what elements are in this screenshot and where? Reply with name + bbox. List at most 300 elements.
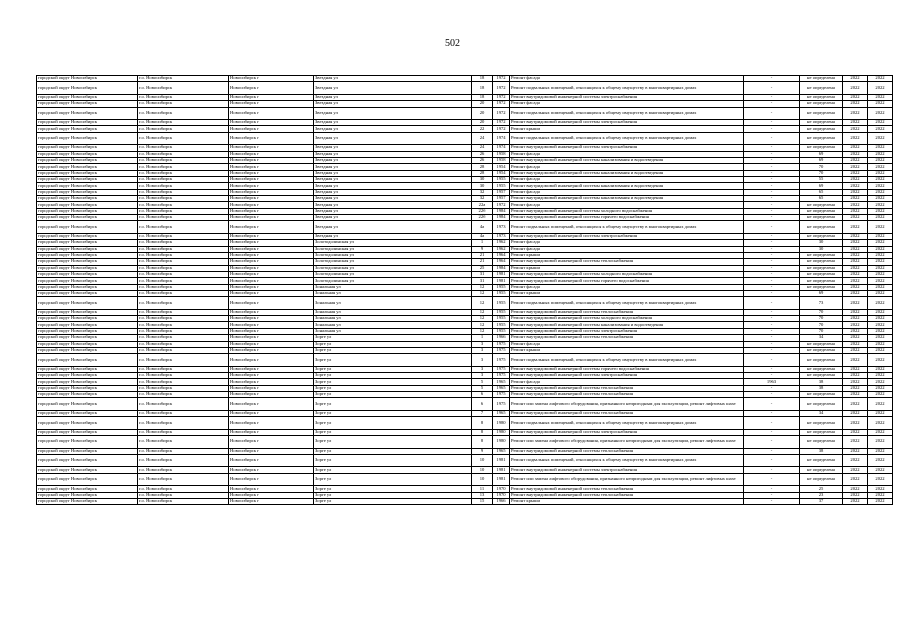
end-year-cell: 2022 bbox=[868, 366, 893, 372]
work-type-cell: Ремонт подвальных помещений, относящихся к общему имуществу в многоквартирных домах bbox=[510, 454, 744, 467]
street-cell: Зорге ул bbox=[314, 417, 472, 430]
settlement-cell: г.о. Новосибирск bbox=[138, 145, 229, 151]
house-number-cell: 7 bbox=[472, 410, 493, 416]
start-year-cell: 2022 bbox=[843, 76, 868, 82]
settlement-cell: г.о. Новосибирск bbox=[138, 278, 229, 284]
street-cell: Звездная ул bbox=[314, 221, 472, 234]
municipality-cell: городской округ Новосибирск bbox=[37, 454, 138, 467]
start-year-cell: 2022 bbox=[843, 101, 868, 107]
house-number-cell: 30 bbox=[472, 183, 493, 189]
municipality-cell: городской округ Новосибирск bbox=[37, 120, 138, 126]
street-cell: Зональная ул bbox=[314, 328, 472, 334]
municipality-cell: городской округ Новосибирск bbox=[37, 486, 138, 492]
municipality-cell: городской округ Новосибирск bbox=[37, 410, 138, 416]
area-cell: - bbox=[744, 341, 800, 347]
area-cell: - bbox=[744, 157, 800, 163]
start-year-cell: 2022 bbox=[843, 341, 868, 347]
street-cell: Зональная ул bbox=[314, 297, 472, 310]
locality-cell: Новосибирск г bbox=[229, 498, 314, 504]
municipality-cell: городской округ Новосибирск bbox=[37, 429, 138, 435]
municipality-cell: городской округ Новосибирск bbox=[37, 498, 138, 504]
locality-cell: Новосибирск г bbox=[229, 297, 314, 310]
house-number-cell: 4а bbox=[472, 233, 493, 239]
end-year-cell: 2022 bbox=[868, 101, 893, 107]
settlement-cell: г.о. Новосибирск bbox=[138, 176, 229, 182]
settlement-cell: г.о. Новосибирск bbox=[138, 347, 229, 353]
area-cell: - bbox=[744, 486, 800, 492]
house-number-cell: 20 bbox=[472, 120, 493, 126]
house-number-cell: 12 bbox=[472, 316, 493, 322]
area-cell: - bbox=[744, 392, 800, 398]
locality-cell: Новосибирск г bbox=[229, 94, 314, 100]
build-year-cell: 1970 bbox=[493, 492, 510, 498]
end-year-cell: 2022 bbox=[868, 322, 893, 328]
cost-cell: 70 bbox=[800, 316, 843, 322]
build-year-cell: 1975 bbox=[493, 398, 510, 411]
end-year-cell: 2022 bbox=[868, 467, 893, 473]
table-row bbox=[37, 436, 893, 449]
build-year-cell: 1972 bbox=[493, 120, 510, 126]
end-year-cell: 2022 bbox=[868, 151, 893, 157]
locality-cell: Новосибирск г bbox=[229, 385, 314, 391]
build-year-cell: 1981 bbox=[493, 271, 510, 277]
locality-cell: Новосибирск г bbox=[229, 492, 314, 498]
house-number-cell: 26 bbox=[472, 157, 493, 163]
work-type-cell: Ремонт внутридомовой инженерной системы теплоснабжения bbox=[510, 448, 744, 454]
municipality-cell: городской округ Новосибирск bbox=[37, 392, 138, 398]
locality-cell: Новосибирск г bbox=[229, 157, 314, 163]
start-year-cell: 2022 bbox=[843, 240, 868, 246]
area-cell: - bbox=[744, 233, 800, 239]
start-year-cell: 2022 bbox=[843, 252, 868, 258]
start-year-cell: 2022 bbox=[843, 183, 868, 189]
locality-cell: Новосибирск г bbox=[229, 341, 314, 347]
work-type-cell: Ремонт внутридомовой инженерной системы электроснабжения bbox=[510, 373, 744, 379]
street-cell: Звездная ул bbox=[314, 202, 472, 208]
start-year-cell: 2022 bbox=[843, 126, 868, 132]
start-year-cell: 2022 bbox=[843, 429, 868, 435]
table-row bbox=[37, 454, 893, 467]
area-cell: - bbox=[744, 328, 800, 334]
locality-cell: Новосибирск г bbox=[229, 486, 314, 492]
house-number-cell: 12 bbox=[472, 322, 493, 328]
house-number-cell: 21 bbox=[472, 259, 493, 265]
municipality-cell: городской округ Новосибирск bbox=[37, 151, 138, 157]
street-cell: Звездная ул bbox=[314, 233, 472, 239]
settlement-cell: г.о. Новосибирск bbox=[138, 328, 229, 334]
street-cell: Звездная ул bbox=[314, 157, 472, 163]
house-number-cell: 12 bbox=[472, 284, 493, 290]
end-year-cell: 2022 bbox=[868, 132, 893, 145]
area-cell: - bbox=[744, 202, 800, 208]
cost-cell: 70 bbox=[800, 164, 843, 170]
street-cell: Звездная ул bbox=[314, 94, 472, 100]
build-year-cell: 1954 bbox=[493, 164, 510, 170]
end-year-cell: 2022 bbox=[868, 189, 893, 195]
work-type-cell: Ремонт фасада bbox=[510, 240, 744, 246]
municipality-cell: городской округ Новосибирск bbox=[37, 202, 138, 208]
settlement-cell: г.о. Новосибирск bbox=[138, 316, 229, 322]
start-year-cell: 2022 bbox=[843, 316, 868, 322]
area-cell: - bbox=[744, 120, 800, 126]
locality-cell: Новосибирск г bbox=[229, 252, 314, 258]
cost-cell: не определена bbox=[800, 467, 843, 473]
end-year-cell: 2022 bbox=[868, 278, 893, 284]
area-cell: - bbox=[744, 271, 800, 277]
work-type-cell: Ремонт внутридомовой инженерной системы канализования и водоотведения bbox=[510, 157, 744, 163]
page-number: 502 bbox=[445, 38, 460, 49]
table-row bbox=[37, 398, 893, 411]
build-year-cell: 1972 bbox=[493, 107, 510, 120]
street-cell: Зорге ул bbox=[314, 448, 472, 454]
locality-cell: Новосибирск г bbox=[229, 195, 314, 201]
work-type-cell: Ремонт внутридомовой инженерной системы электроснабжения bbox=[510, 467, 744, 473]
build-year-cell: 1955 bbox=[493, 284, 510, 290]
area-cell: - bbox=[744, 429, 800, 435]
work-type-cell: Ремонт внутридомовой инженерной системы канализования и водоотведения bbox=[510, 183, 744, 189]
start-year-cell: 2022 bbox=[843, 322, 868, 328]
build-year-cell: 1955 bbox=[493, 322, 510, 328]
municipality-cell: городской округ Новосибирск bbox=[37, 189, 138, 195]
house-number-cell: 12 bbox=[472, 309, 493, 315]
street-cell: Зорге ул bbox=[314, 366, 472, 372]
cost-cell: не определена bbox=[800, 278, 843, 284]
cost-cell: не определена bbox=[800, 284, 843, 290]
build-year-cell: 1957 bbox=[493, 195, 510, 201]
work-type-cell: Ремонт крыши bbox=[510, 347, 744, 353]
end-year-cell: 2022 bbox=[868, 221, 893, 234]
work-type-cell: Ремонт внутридомовой инженерной системы теплоснабжения bbox=[510, 392, 744, 398]
work-type-cell: Ремонт подвальных помещений, относящихся к общему имуществу в многоквартирных домах bbox=[510, 417, 744, 430]
area-cell: - bbox=[744, 246, 800, 252]
area-cell: - bbox=[744, 176, 800, 182]
build-year-cell: 1981 bbox=[493, 473, 510, 486]
end-year-cell: 2022 bbox=[868, 157, 893, 163]
build-year-cell: 1984 bbox=[493, 215, 510, 221]
cost-cell: не определена bbox=[800, 132, 843, 145]
house-number-cell: 11 bbox=[472, 486, 493, 492]
house-number-cell: 31 bbox=[472, 278, 493, 284]
locality-cell: Новосибирск г bbox=[229, 354, 314, 367]
municipality-cell: городской округ Новосибирск bbox=[37, 259, 138, 265]
end-year-cell: 2022 bbox=[868, 392, 893, 398]
locality-cell: Новосибирск г bbox=[229, 132, 314, 145]
street-cell: Звездная ул bbox=[314, 170, 472, 176]
house-number-cell: 18 bbox=[472, 76, 493, 82]
municipality-cell: городской округ Новосибирск bbox=[37, 347, 138, 353]
end-year-cell: 2022 bbox=[868, 410, 893, 416]
end-year-cell: 2022 bbox=[868, 347, 893, 353]
build-year-cell: 1955 bbox=[493, 297, 510, 310]
table-row bbox=[37, 498, 893, 504]
area-cell: - bbox=[744, 183, 800, 189]
locality-cell: Новосибирск г bbox=[229, 278, 314, 284]
build-year-cell: 1972 bbox=[493, 101, 510, 107]
end-year-cell: 2022 bbox=[868, 208, 893, 214]
end-year-cell: 2022 bbox=[868, 252, 893, 258]
street-cell: Золотодолинская ул bbox=[314, 252, 472, 258]
house-number-cell: 28 bbox=[472, 164, 493, 170]
start-year-cell: 2022 bbox=[843, 385, 868, 391]
area-cell: - bbox=[744, 297, 800, 310]
build-year-cell: 1962 bbox=[493, 246, 510, 252]
area-cell: - bbox=[744, 132, 800, 145]
municipality-cell: городской округ Новосибирск bbox=[37, 297, 138, 310]
start-year-cell: 2022 bbox=[843, 120, 868, 126]
house-number-cell: 10 bbox=[472, 467, 493, 473]
work-type-cell: Ремонт подвальных помещений, относящихся к общему имуществу в многоквартирных домах bbox=[510, 107, 744, 120]
settlement-cell: г.о. Новосибирск bbox=[138, 322, 229, 328]
settlement-cell: г.о. Новосибирск bbox=[138, 157, 229, 163]
municipality-cell: городской округ Новосибирск bbox=[37, 195, 138, 201]
street-cell: Зональная ул bbox=[314, 316, 472, 322]
start-year-cell: 2022 bbox=[843, 271, 868, 277]
work-type-cell: Ремонт фасада bbox=[510, 341, 744, 347]
municipality-cell: городской округ Новосибирск bbox=[37, 252, 138, 258]
cost-cell: 30 bbox=[800, 240, 843, 246]
house-number-cell: 22б bbox=[472, 215, 493, 221]
cost-cell: 70 bbox=[800, 322, 843, 328]
settlement-cell: г.о. Новосибирск bbox=[138, 101, 229, 107]
house-number-cell: 10 bbox=[472, 473, 493, 486]
settlement-cell: г.о. Новосибирск bbox=[138, 265, 229, 271]
end-year-cell: 2022 bbox=[868, 398, 893, 411]
area-cell: - bbox=[744, 309, 800, 315]
street-cell: Звездная ул bbox=[314, 189, 472, 195]
start-year-cell: 2022 bbox=[843, 448, 868, 454]
end-year-cell: 2022 bbox=[868, 335, 893, 341]
end-year-cell: 2022 bbox=[868, 271, 893, 277]
cost-cell: 70 bbox=[800, 328, 843, 334]
start-year-cell: 2022 bbox=[843, 284, 868, 290]
end-year-cell: 2022 bbox=[868, 284, 893, 290]
house-number-cell: 3 bbox=[472, 347, 493, 353]
end-year-cell: 2022 bbox=[868, 309, 893, 315]
work-type-cell: Ремонт внутридомовой инженерной системы теплоснабжения bbox=[510, 486, 744, 492]
build-year-cell: 1984 bbox=[493, 265, 510, 271]
street-cell: Зорге ул bbox=[314, 492, 472, 498]
street-cell: Зональная ул bbox=[314, 322, 472, 328]
municipality-cell: городской округ Новосибирск bbox=[37, 157, 138, 163]
build-year-cell: 1955 bbox=[493, 316, 510, 322]
build-year-cell: 1973 bbox=[493, 221, 510, 234]
work-type-cell: Ремонт или замена лифтового оборудования, признанного непригодным для эксплуатации, ремонт лифтовых шахт bbox=[510, 436, 744, 449]
end-year-cell: 2022 bbox=[868, 145, 893, 151]
locality-cell: Новосибирск г bbox=[229, 107, 314, 120]
street-cell: Зорге ул bbox=[314, 398, 472, 411]
build-year-cell: 1955 bbox=[493, 183, 510, 189]
work-type-cell: Ремонт внутридомовой инженерной системы теплоснабжения bbox=[510, 492, 744, 498]
municipality-cell: городской округ Новосибирск bbox=[37, 290, 138, 296]
start-year-cell: 2022 bbox=[843, 246, 868, 252]
street-cell: Золотодолинская ул bbox=[314, 278, 472, 284]
area-cell: - bbox=[744, 385, 800, 391]
build-year-cell: 1957 bbox=[493, 189, 510, 195]
cost-cell: не определена bbox=[800, 120, 843, 126]
municipality-cell: городской округ Новосибирск bbox=[37, 417, 138, 430]
cost-cell: 65 bbox=[800, 195, 843, 201]
locality-cell: Новосибирск г bbox=[229, 379, 314, 385]
area-cell: - bbox=[744, 354, 800, 367]
build-year-cell: 1981 bbox=[493, 278, 510, 284]
end-year-cell: 2022 bbox=[868, 170, 893, 176]
settlement-cell: г.о. Новосибирск bbox=[138, 366, 229, 372]
settlement-cell: г.о. Новосибирск bbox=[138, 284, 229, 290]
cost-cell: не определена bbox=[800, 215, 843, 221]
settlement-cell: г.о. Новосибирск bbox=[138, 189, 229, 195]
start-year-cell: 2022 bbox=[843, 233, 868, 239]
settlement-cell: г.о. Новосибирск bbox=[138, 492, 229, 498]
locality-cell: Новосибирск г bbox=[229, 347, 314, 353]
end-year-cell: 2022 bbox=[868, 454, 893, 467]
work-type-cell: Ремонт внутридомовой инженерной системы теплоснабжения bbox=[510, 385, 744, 391]
municipality-cell: городской округ Новосибирск bbox=[37, 448, 138, 454]
street-cell: Звездная ул bbox=[314, 208, 472, 214]
start-year-cell: 2022 bbox=[843, 189, 868, 195]
area-cell: - bbox=[744, 265, 800, 271]
area-cell: - bbox=[744, 82, 800, 95]
area-cell: - bbox=[744, 94, 800, 100]
start-year-cell: 2022 bbox=[843, 202, 868, 208]
end-year-cell: 2022 bbox=[868, 385, 893, 391]
cost-cell: не определена bbox=[800, 347, 843, 353]
work-type-cell: Ремонт внутридомовой инженерной системы холодного водоснабжения bbox=[510, 271, 744, 277]
street-cell: Золотодолинская ул bbox=[314, 265, 472, 271]
end-year-cell: 2022 bbox=[868, 164, 893, 170]
area-cell: - bbox=[744, 467, 800, 473]
municipality-cell: городской округ Новосибирск bbox=[37, 385, 138, 391]
work-type-cell: Ремонт крыши bbox=[510, 290, 744, 296]
settlement-cell: г.о. Новосибирск bbox=[138, 341, 229, 347]
end-year-cell: 2022 bbox=[868, 297, 893, 310]
cost-cell: не определена bbox=[800, 259, 843, 265]
area-cell: - bbox=[744, 410, 800, 416]
work-type-cell: Ремонт внутридомовой инженерной системы горячего водоснабжения bbox=[510, 215, 744, 221]
start-year-cell: 2022 bbox=[843, 215, 868, 221]
settlement-cell: г.о. Новосибирск bbox=[138, 195, 229, 201]
settlement-cell: г.о. Новосибирск bbox=[138, 82, 229, 95]
street-cell: Зорге ул bbox=[314, 486, 472, 492]
settlement-cell: г.о. Новосибирск bbox=[138, 107, 229, 120]
start-year-cell: 2022 bbox=[843, 170, 868, 176]
street-cell: Звездная ул bbox=[314, 82, 472, 95]
end-year-cell: 2022 bbox=[868, 341, 893, 347]
municipality-cell: городской округ Новосибирск bbox=[37, 492, 138, 498]
cost-cell: 25 bbox=[800, 486, 843, 492]
cost-cell: 69 bbox=[800, 290, 843, 296]
start-year-cell: 2022 bbox=[843, 151, 868, 157]
locality-cell: Новосибирск г bbox=[229, 215, 314, 221]
settlement-cell: г.о. Новосибирск bbox=[138, 246, 229, 252]
build-year-cell: 1972 bbox=[493, 126, 510, 132]
start-year-cell: 2022 bbox=[843, 297, 868, 310]
cost-cell: не определена bbox=[800, 341, 843, 347]
work-type-cell: Ремонт внутридомовой инженерной системы холодного водоснабжения bbox=[510, 316, 744, 322]
locality-cell: Новосибирск г bbox=[229, 373, 314, 379]
work-type-cell: Ремонт фасада bbox=[510, 379, 744, 385]
cost-cell: не определена bbox=[800, 145, 843, 151]
municipality-cell: городской округ Новосибирск bbox=[37, 94, 138, 100]
end-year-cell: 2022 bbox=[868, 126, 893, 132]
locality-cell: Новосибирск г bbox=[229, 284, 314, 290]
area-cell: - bbox=[744, 498, 800, 504]
end-year-cell: 2022 bbox=[868, 429, 893, 435]
start-year-cell: 2022 bbox=[843, 467, 868, 473]
build-year-cell: 1955 bbox=[493, 328, 510, 334]
end-year-cell: 2022 bbox=[868, 195, 893, 201]
end-year-cell: 2022 bbox=[868, 76, 893, 82]
municipality-cell: городской округ Новосибирск bbox=[37, 107, 138, 120]
work-type-cell: Ремонт подвальных помещений, относящихся к общему имуществу в многоквартирных домах bbox=[510, 221, 744, 234]
start-year-cell: 2022 bbox=[843, 107, 868, 120]
cost-cell: 23 bbox=[800, 492, 843, 498]
area-cell: - bbox=[744, 492, 800, 498]
house-number-cell: 3 bbox=[472, 354, 493, 367]
house-number-cell: 15 bbox=[472, 498, 493, 504]
house-number-cell: 8 bbox=[472, 429, 493, 435]
street-cell: Зорге ул bbox=[314, 385, 472, 391]
street-cell: Звездная ул bbox=[314, 120, 472, 126]
municipality-cell: городской округ Новосибирск bbox=[37, 316, 138, 322]
table-row bbox=[37, 82, 893, 95]
street-cell: Зорге ул bbox=[314, 473, 472, 486]
house-number-cell: 30 bbox=[472, 176, 493, 182]
end-year-cell: 2022 bbox=[868, 82, 893, 95]
build-year-cell: 1958 bbox=[493, 151, 510, 157]
area-cell: - bbox=[744, 252, 800, 258]
house-number-cell: 21 bbox=[472, 252, 493, 258]
build-year-cell: 1980 bbox=[493, 417, 510, 430]
area-cell: - bbox=[744, 126, 800, 132]
locality-cell: Новосибирск г bbox=[229, 448, 314, 454]
cost-cell: не определена bbox=[800, 354, 843, 367]
settlement-cell: г.о. Новосибирск bbox=[138, 94, 229, 100]
end-year-cell: 2022 bbox=[868, 259, 893, 265]
work-type-cell: Ремонт внутридомовой инженерной системы канализования и водоотведения bbox=[510, 322, 744, 328]
municipality-cell: городской округ Новосибирск bbox=[37, 328, 138, 334]
cost-cell: 38 bbox=[800, 385, 843, 391]
municipality-cell: городской округ Новосибирск bbox=[37, 170, 138, 176]
locality-cell: Новосибирск г bbox=[229, 120, 314, 126]
house-number-cell: 20 bbox=[472, 101, 493, 107]
house-number-cell: 1 bbox=[472, 335, 493, 341]
build-year-cell: 1965 bbox=[493, 379, 510, 385]
work-type-cell: Ремонт внутридомовой инженерной системы электроснабжения bbox=[510, 233, 744, 239]
street-cell: Звездная ул bbox=[314, 195, 472, 201]
settlement-cell: г.о. Новосибирск bbox=[138, 335, 229, 341]
end-year-cell: 2022 bbox=[868, 379, 893, 385]
area-cell: - bbox=[744, 373, 800, 379]
municipality-cell: городской округ Новосибирск bbox=[37, 354, 138, 367]
end-year-cell: 2022 bbox=[868, 215, 893, 221]
settlement-cell: г.о. Новосибирск bbox=[138, 410, 229, 416]
locality-cell: Новосибирск г bbox=[229, 271, 314, 277]
locality-cell: Новосибирск г bbox=[229, 429, 314, 435]
settlement-cell: г.о. Новосибирск bbox=[138, 221, 229, 234]
cost-cell: 70 bbox=[800, 309, 843, 315]
settlement-cell: г.о. Новосибирск bbox=[138, 354, 229, 367]
end-year-cell: 2022 bbox=[868, 107, 893, 120]
work-type-cell: Ремонт внутридомовой инженерной системы теплоснабжения bbox=[510, 259, 744, 265]
street-cell: Зональная ул bbox=[314, 284, 472, 290]
locality-cell: Новосибирск г bbox=[229, 417, 314, 430]
settlement-cell: г.о. Новосибирск bbox=[138, 448, 229, 454]
area-cell: - bbox=[744, 145, 800, 151]
locality-cell: Новосибирск г bbox=[229, 145, 314, 151]
municipality-cell: городской округ Новосибирск bbox=[37, 278, 138, 284]
house-number-cell: 18 bbox=[472, 94, 493, 100]
locality-cell: Новосибирск г bbox=[229, 436, 314, 449]
